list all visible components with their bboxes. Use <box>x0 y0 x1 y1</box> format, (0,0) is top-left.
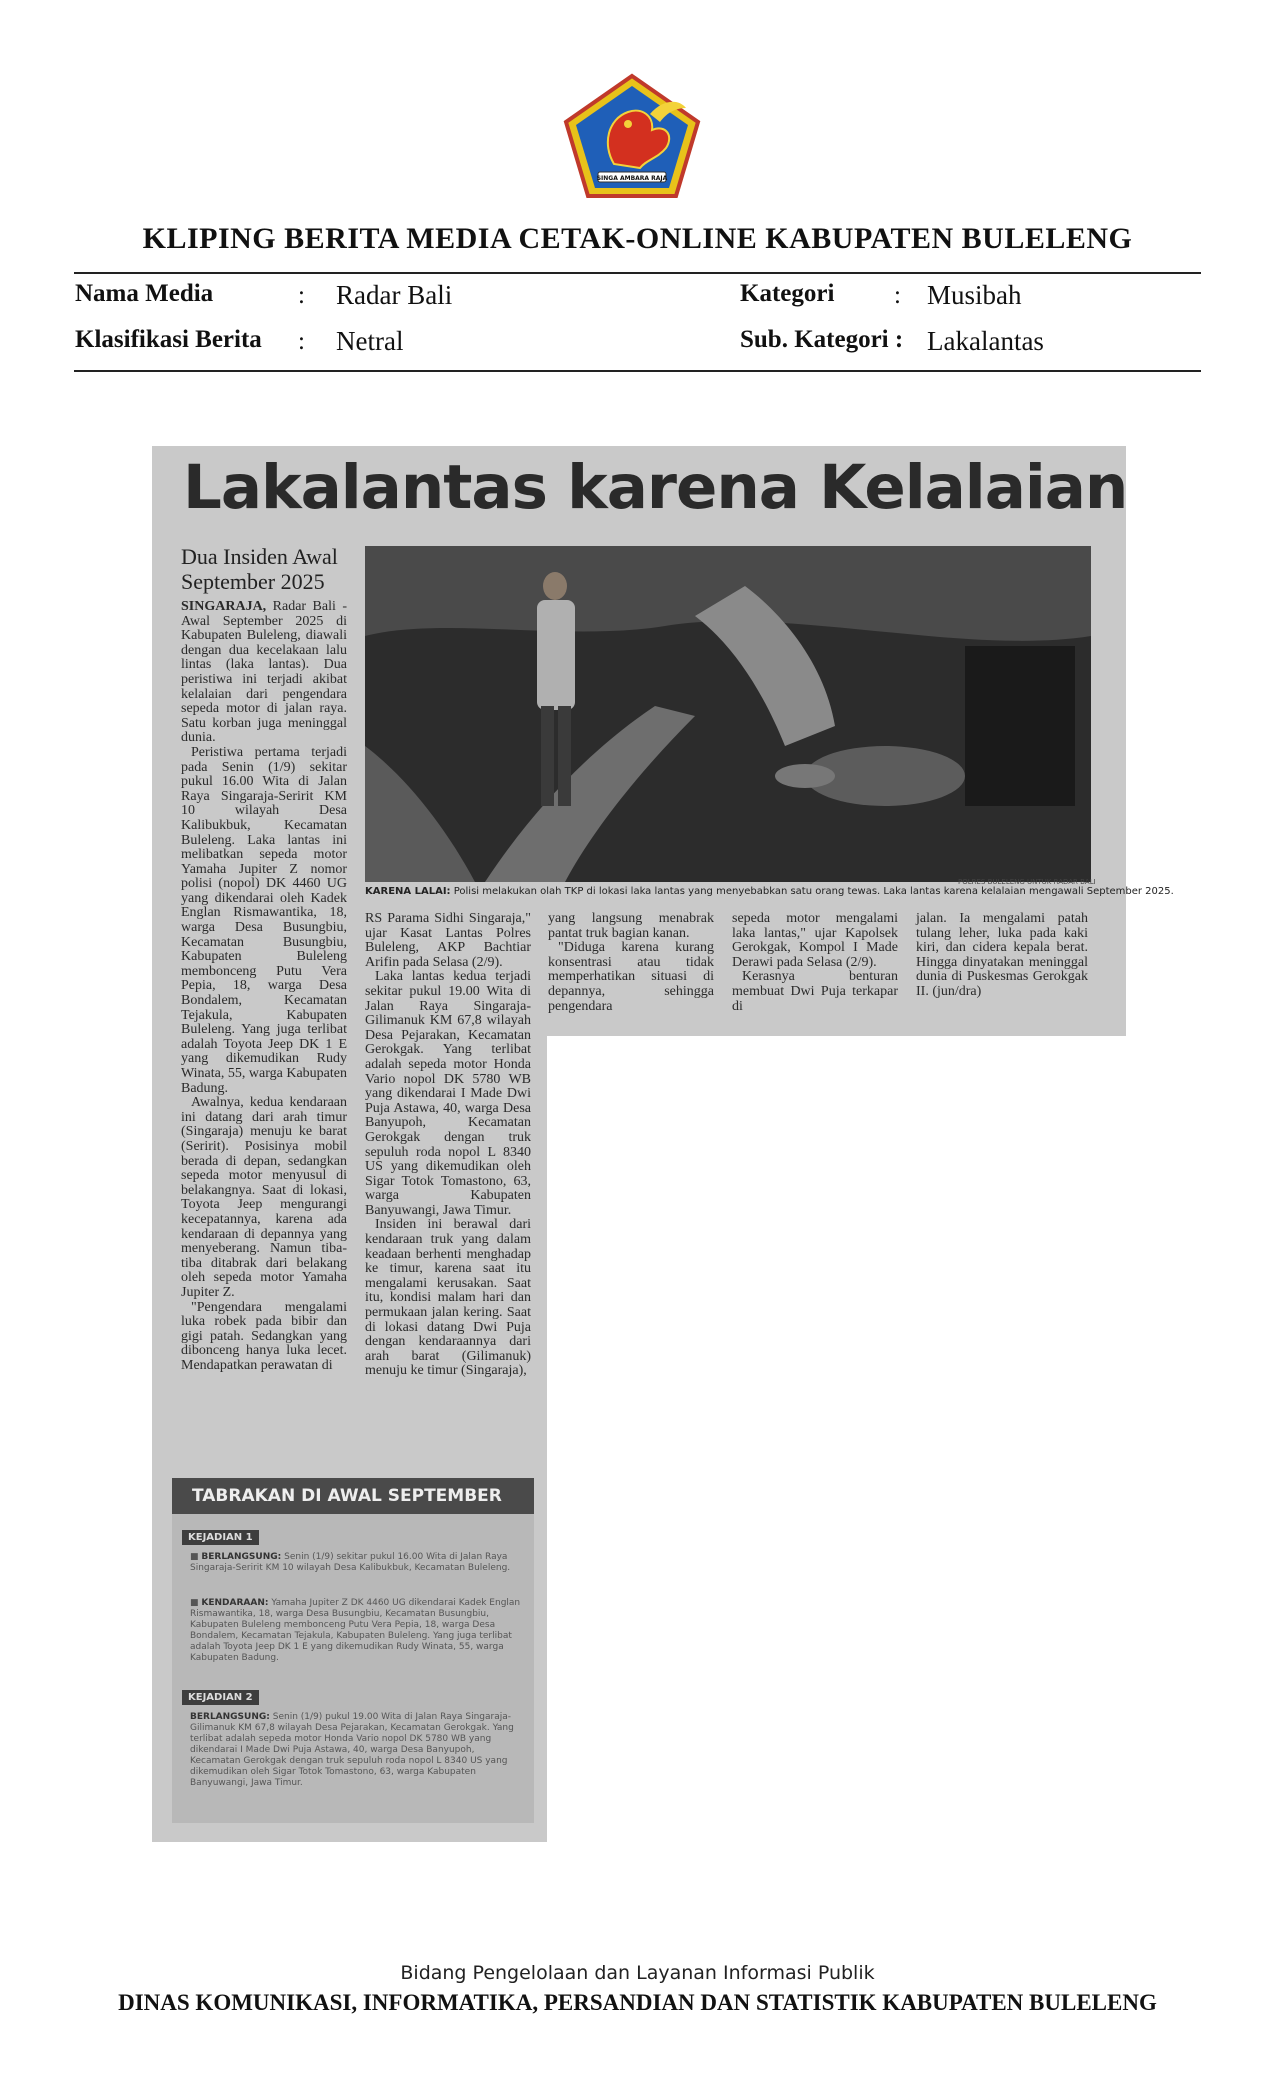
column-3-paragraph-1: yang langsung menabrak pantat truk bagian kanan. <box>548 911 714 941</box>
logo-motto: SINGA AMBARA RAJA <box>596 175 668 182</box>
column-3-paragraph-2: "Diduga karena kurang konsentrasi atau tidak memperhatikan situasi di depannya, sehingga pengendara <box>548 940 714 1014</box>
photo-credit: POLRES BULELENG UNTUK RADAR BALI <box>958 878 1096 886</box>
photo-caption <box>365 886 1174 897</box>
caption-text: Polisi melakukan olah TKP di lokasi laka lantas yang menyebabkan satu orang tewas. Laka lantas karena kelalaian mengawali September 2025. <box>450 886 1174 897</box>
infobox-k1-berlangsung: ■ BERLANGSUNG: Senin (1/9) sekitar pukul 16.00 Wita di Jalan Raya Singaraja-Seririt KM 10 wilayah Desa Kalibukbuk, Kecamatan Buleleng. <box>190 1552 511 1573</box>
page-title: KLIPING BERITA MEDIA CETAK-ONLINE KABUPATEN BULELENG <box>142 222 1133 255</box>
media-colon: : <box>298 282 305 309</box>
infobox-k1-kendaraan-label: KENDARAAN: <box>201 1598 269 1608</box>
article-headline: Lakalantas karena Kelalaian <box>183 452 1128 523</box>
infobox-tag-kejadian-2: KEJADIAN 2 <box>182 1690 259 1705</box>
subkategori-value: Lakalantas <box>927 326 1044 356</box>
column-2-paragraph-3: Insiden ini berawal dari kendaraan truk yang dalam keadaan berhenti menghadap ke timur, karena saat itu mengalami kerusakan. Saat itu, kondisi malam hari dan permukaan jalan kering. Saat di lokasi datang Dwi Puja dengan kendaraannya dari arah barat (Gilimanuk) menuju ke timur (Singaraja), <box>365 1217 531 1379</box>
infobox-title: TABRAKAN DI AWAL SEPTEMBER <box>172 1478 534 1514</box>
infobox-k2-berlangsung <box>190 1712 524 1789</box>
article-column-4 <box>732 912 898 1014</box>
article-column-1 <box>181 600 347 1373</box>
column-1-paragraph-2: Peristiwa pertama terjadi pada Senin (1/9) sekitar pukul 16.00 Wita di Jalan Raya Singaraja-Seririt KM 10 wilayah Desa Kalibukbuk, Kecamatan Buleleng. Laka lantas ini melibatkan sepeda motor Yamaha Jupiter Z nomor polisi (nopol) DK 4460 UG yang dikendarai oleh Kadek Englan Rismawantika, 18, warga Desa Busungbiu, Kecamatan Busungbiu, Kabupaten Buleleng membonceng Putu Vera Pepia, 18, warga Desa Bondalem, Kecamatan Tejakula, Kabupaten Buleleng. Yang juga terlibat adalah Toyota Jeep DK 1 E yang dikemudikan Rudy Winata, 55, warga Kabupaten Badung. <box>181 744 347 1096</box>
kategori-value: Musibah <box>927 280 1022 310</box>
article-column-3 <box>548 912 714 1014</box>
footer-department: Bidang Pengelolaan dan Layanan Informasi Publik <box>400 1962 875 1984</box>
column-1-paragraph-1 <box>181 600 347 746</box>
infobox-k1-berlangsung-text: Senin (1/9) sekitar pukul 16.00 Wita di Jalan Raya Singaraja-Seririt KM 10 wilayah Desa Kalibukbuk, Kecamatan Buleleng. <box>190 1552 511 1573</box>
column-2-paragraph-1: RS Parama Sidhi Singaraja," ujar Kasat Lantas Polres Buleleng, AKP Bachtiar Arifin pada Selasa (2/9). <box>365 911 531 970</box>
kategori-colon: : <box>894 282 901 309</box>
column-4-paragraph-2: Kerasnya benturan membuat Dwi Puja terkapar di <box>732 969 898 1014</box>
infobox-k2-berlangsung-label: BERLANGSUNG: <box>190 1712 270 1722</box>
footer-agency: DINAS KOMUNIKASI, INFORMATIKA, PERSANDIAN DAN STATISTIK KABUPATEN BULELENG <box>118 1990 1157 2015</box>
infobox-k1-kendaraan-text: Yamaha Jupiter Z DK 4460 UG dikendarai Kadek Englan Rismawantika, 18, warga Desa Busungbiu, Kecamatan Busungbiu, Kabupaten Buleleng membonceng Putu Vera Pepia, 18, warga Desa Bondalem, Kecamatan Tejakula, Kabupaten Buleleng. Yang juga terlibat adalah Toyota Jeep DK 1 E yang dikemudikan Rudy Winata, 55, warga Kabupaten Badung. <box>190 1598 521 1663</box>
klasifikasi-value: Netral <box>336 326 404 356</box>
header-rule-top <box>74 272 1201 274</box>
header-rule-bottom <box>74 370 1201 372</box>
article-subhead: Dua Insiden Awal September 2025 <box>181 544 338 594</box>
article-column-5 <box>916 912 1088 1000</box>
accident-scene-photo <box>365 546 1091 882</box>
column-5-paragraph-1: jalan. Ia mengalami patah tulang leher, luka pada kaki kiri, dan cidera kepala berat. Hingga dinyatakan meninggal dunia di Puskesmas Gerokgak II. (jun/dra) <box>916 911 1088 999</box>
column-1-paragraph-4: "Pengendara mengalami luka robek pada bibir dan gigi patah. Sedangkan yang dibonceng hanya luka lecet. Mendapatkan perawatan di <box>181 1299 347 1373</box>
infobox-k1-berlangsung-label: BERLANGSUNG: <box>201 1552 282 1562</box>
article-column-2 <box>365 912 531 1379</box>
infobox-tag-kejadian-1: KEJADIAN 1 <box>182 1530 259 1545</box>
column-2-paragraph-2: Laka lantas kedua terjadi sekitar pukul 19.00 Wita di Jalan Raya Singaraja-Gilimanuk KM 67,8 wilayah Desa Pejarakan, Kecamatan Gerokgak. Yang terlibat adalah sepeda motor Honda Vario nopol DK 5780 WB yang dikendarai I Made Dwi Puja Astawa, 40, warga Desa Banyupoh, Kecamatan Gerokgak dengan truk sepuluh roda nopol L 8340 US yang dikemudikan oleh Sigar Totok Tomastono, 63, warga Kabupaten Banyuwangi, Jawa Timur. <box>365 969 531 1218</box>
caption-lead: KARENA LALAI: <box>365 886 451 897</box>
infobox-k2-berlangsung-text: Senin (1/9) pukul 19.00 Wita di Jalan Raya Singaraja-Gilimanuk KM 67,8 wilayah Desa Pejarakan, Kecamatan Gerokgak. Yang terlibat adalah sepeda motor Honda Vario nopol DK 5780 WB yang dikendarai I Made Dwi Puja Astawa, 40, warga Desa Banyupoh, Kecamatan Gerokgak dengan truk sepuluh roda nopol L 8340 US yang dikemudikan oleh Sigar Totok Tomastono, 63, warga Kabupaten Banyuwangi, Jawa Timur. <box>190 1712 514 1788</box>
column-4-paragraph-1: sepeda motor mengalami laka lantas," ujar Kapolsek Gerokgak, Kompol I Made Derawi pada Selasa (2/9). <box>732 911 898 970</box>
subkategori-label: Sub. Kategori : <box>740 326 904 353</box>
klasifikasi-label: Klasifikasi Berita <box>75 326 262 353</box>
column-1-paragraph-1-text: Radar Bali - Awal September 2025 di Kabupaten Buleleng, diawali dengan dua kecelakaan lalu lintas (laka lantas). Dua peristiwa ini terjadi akibat kelalaian dari pengendara sepeda motor di jalan raya. Satu korban juga meninggal dunia. <box>181 599 347 746</box>
buleleng-regency-logo <box>562 74 702 198</box>
klasifikasi-colon: : <box>298 328 305 355</box>
media-label: Nama Media <box>75 280 214 307</box>
infobox-k1-kendaraan: ■ KENDARAAN: Yamaha Jupiter Z DK 4460 UG dikendarai Kadek Englan Rismawantika, 18, warga Desa Busungbiu, Kecamatan Busungbiu, Kabupaten Buleleng membonceng Putu Vera Pepia, 18, warga Desa Bondalem, Kecamatan Tejakula, Kabupaten Buleleng. Yang juga terlibat adalah Toyota Jeep DK 1 E yang dikemudikan Rudy Winata, 55, warga Kabupaten Badung. <box>190 1598 521 1663</box>
media-value: Radar Bali <box>336 280 453 310</box>
kategori-label: Kategori <box>740 280 835 307</box>
dateline: SINGARAJA, <box>181 599 267 614</box>
column-1-paragraph-3: Awalnya, kedua kendaraan ini datang dari arah timur (Singaraja) menuju ke barat (Seririt). Posisinya mobil berada di depan, sedangkan sepeda motor menyusul di belakangnya. Saat di lokasi, Toyota Jeep mengurangi kecepatannya, karena ada kendaraan di depannya yang menyeberang. Namun tiba-tiba ditabrak dari belakang oleh sepeda motor Yamaha Jupiter Z. <box>181 1095 347 1300</box>
